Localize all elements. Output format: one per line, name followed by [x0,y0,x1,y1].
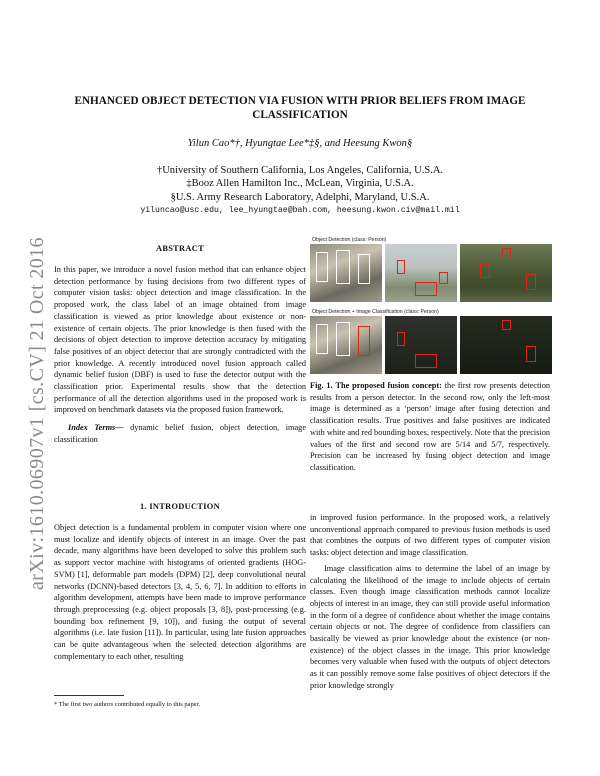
figure-row1-label: Object Detection (class: Person) [312,237,387,243]
figure-photo-r2-3 [460,316,552,374]
false-positive-box [397,332,405,346]
false-positive-box [439,272,448,284]
false-positive-box [526,346,536,362]
right-col-paragraph-1: in improved fusion performance. In the proposed work, a relatively unconventional approach compared to previous fusion methods is used that combines the outputs of two different types of computer vision tasks: object detection and image classification. [310,513,550,558]
index-terms-label: Index Terms— [68,423,124,433]
paper-title: ENHANCED OBJECT DETECTION VIA FUSION WITH PRIOR BELIEFS FROM IMAGE CLASSIFICATION [74,95,526,121]
figure-photo-r1-3 [460,244,552,302]
index-terms-text: dynamic belief fusion, object detection, image classification [54,423,306,444]
false-positive-box [358,326,370,356]
affiliation-usc: †University of Southern California, Los Angeles, California, U.S.A. [156,165,444,176]
figure-caption-label: Fig. 1. [310,381,333,390]
false-positive-box [415,282,437,296]
author-list: Yilun Cao*†, Hyungtae Lee*‡§, and Heesung Kwon§ [187,138,413,149]
index-terms [54,422,306,445]
intro-text: Object detection is a fundamental problem in computer vision where one must localize and identify objects of interest in an image. Over the past decade, many algorithms have been developed to solve this problem such as support vector machine with histograms of oriented gradients (HOG-SVM) [1], deformable part models (DPM) [2], deep convolutional neural networks (DCNN)-based detectors [3, 4, 5, 6, 7]. In addition to efforts in algorithm development, attempts have been made to improve performance through preprocessing (e.g. object proposals [3, 8]), post-processing (e.g. bounding box refinement [9, 10]), and fusing the output of several algorithms (i.e. late fusion [11]). In particular, using late fusion approaches can be quite advantageous when the selected detection algorithms are complementary to each other, resulting [54,523,306,661]
abstract-text: In this paper, we introduce a novel fusion method that can enhance object detection performance by fusing decisions from two different types of computer vision tasks: object detection and image classification. In the proposed work, the class label of an image obtained from image classification is viewed as prior knowledge about existence or non-existence of certain objects. The prior knowledge is then fused with the decisions of object detection to improve detection accuracy by mitigating false positives of an object detector that are strongly contradicted with the prior knowledge. A recently introduced novel fusion approach called dynamic belief fusion (DBF) is used to fuse the detector output with the classification prior. Experimental results show that the detection performance of all the detection algorithms used in the proposed work is improved on benchmark datasets via the proposed fusion framework. [54,265,306,415]
figure-caption [310,380,550,474]
true-positive-box [316,252,328,282]
figure-photo-r2-2 [385,316,457,374]
false-positive-box [480,264,490,278]
figure-photo-r1-1 [310,244,382,302]
true-positive-box [358,254,370,284]
footnote: * The first two authors contributed equally to this paper. [54,701,201,708]
false-positive-box [526,274,536,290]
figure-photo-r1-2 [385,244,457,302]
right-col-paragraph-2: Image classification aims to determine the label of an image by calculating the likelihood of the image to include objects of certain classes. Even though image classification methods cannot localize objects of interest in an image, they can still provide useful information in the form of a degree of confidence about whether the image contains certain objects or not. The degree of confidence from classifiers can basically be viewed as prior knowledge about the existence (or non-existence) of the object classes in the image. This prior knowledge becomes very valuable when fused with the outputs of object detectors as it can possibly remove some false positives of object detectors if the prior knowledge strongly [310,563,550,690]
intro-body [54,522,306,662]
false-positive-box [502,248,511,258]
figure-caption-bold: The proposed fusion concept: [335,381,442,390]
affiliation-arl: §U.S. Army Research Laboratory, Adelphi, Maryland, U.S.A. [170,191,430,203]
abstract-body [54,264,306,446]
false-positive-box [502,320,511,330]
figure-photo-r2-1 [310,316,382,374]
intro-heading: 1. INTRODUCTION [140,502,220,511]
true-positive-box [336,322,350,356]
footnote-rule [54,695,124,696]
figure-caption-text: the first row presents detection results from a person detector. In the second row, only the left-most image is determined as a ‘person’ image after fusing detection and classification results. True positives and false positives are indicated with white and red bounding boxes, respectively. Note that the precision values of the first and second row are 5/14 and 5/7, respectively. Precision can be increased by fusing object detection and image classification. [310,381,551,472]
author-emails: yiluncao@usc.edu, lee_hyungtae@bah.com, heesung.kwon.civ@mail.mil [140,206,460,215]
true-positive-box [316,324,328,354]
false-positive-box [397,260,405,274]
affiliations [60,164,540,204]
affiliation-booz: ‡Booz Allen Hamilton Inc., McLean, Virginia, U.S.A. [186,178,414,190]
arxiv-stamp: arXiv:1610.06907v1 [cs.CV] 21 Oct 2016 [26,237,48,590]
right-column-body [310,512,550,692]
true-positive-box [336,250,350,284]
figure-row2-label: Object Detection + Image Classification (class: Person) [312,309,439,315]
abstract-heading: ABSTRACT [155,244,204,253]
false-positive-box [415,354,437,368]
